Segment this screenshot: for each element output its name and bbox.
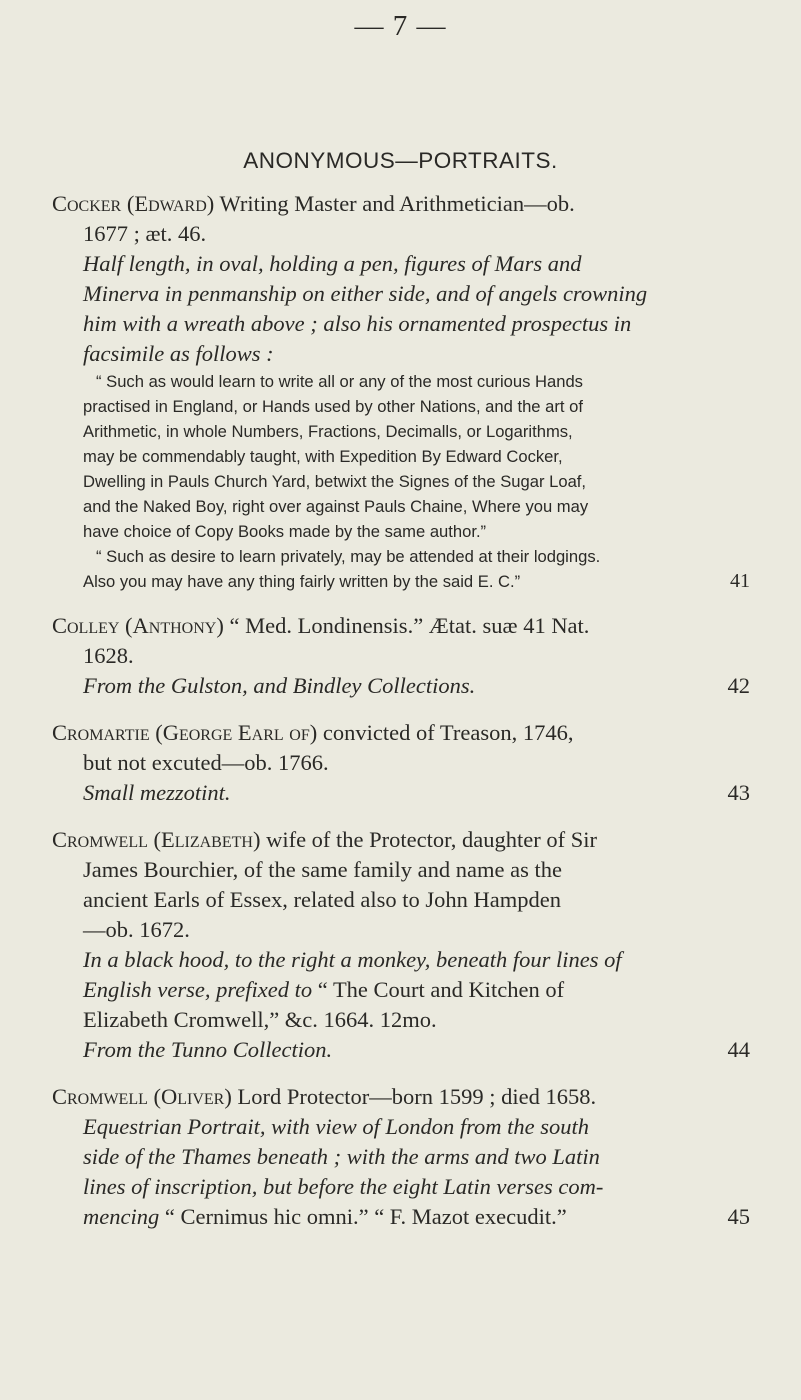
entries-list [52, 189, 750, 1232]
entry-title: Cromartie (George Earl of) convicted of Treason, 1746, [52, 720, 574, 745]
item-number: 45 [727, 1204, 750, 1229]
item-number: 42 [727, 673, 750, 698]
entry-name: Cocker (Edward) [52, 191, 215, 216]
item-number: 44 [727, 1037, 750, 1062]
entry-description: Half length, in oval, holding a pen, figures of Mars and [83, 251, 582, 276]
entry-cocker: Cocker (Edward) Writing Master and Arithmetician—ob. 1677 ; æt. 46. Half length, in oval, holding a pen, figures of Mars and Minerva in penmanship on either side, and of angels crowning him with a wreath above ; also his ornamented prospectus in facsimile as follows : “ Such as would learn to write all or any of the most curious Hands practised in England, or Hands used by other Nations, and the art of Arithmetic, in whole Numbers, Fractions, Decimalls, or Logarithms, may be commendably taught, with Expedition By Edward Cocker, Dwelling in Pauls Church Yard, betwixt the Signes of the Sugar Loaf, and the Naked Boy, right over against Pauls Chaine, Where you may have choice of Copy Books made by the same author.” “ Such as desire to learn privately, may be attended at their lodgings. Also you may have any thing fairly written by the said E. C.” 41 [52, 191, 750, 592]
item-number: 41 [730, 570, 750, 592]
entry-description: From the Gulston, and Bindley Collections. 42 [83, 671, 750, 701]
item-number: 43 [727, 780, 750, 805]
entry-title: Colley (Anthony) “ Med. Londinensis.” Ætat. suæ 41 Nat. [52, 613, 590, 638]
entry-title: Cocker (Edward) Writing Master and Arithmetician—ob. [52, 191, 575, 216]
entry-name: Cromartie (George Earl of) [52, 720, 318, 745]
entry-description: In a black hood, to the right a monkey, beneath four lines of [83, 947, 622, 972]
entry-title: Cromwell (Elizabeth) wife of the Protector, daughter of Sir [52, 827, 597, 852]
page-number: — 7 — [354, 10, 447, 42]
entry-title: Cromwell (Oliver) Lord Protector—born 1599 ; died 1658. [52, 1084, 597, 1109]
entry-name: Cromwell (Oliver) [52, 1084, 232, 1109]
entry-description: Small mezzotint. 43 [83, 778, 750, 808]
entry-cromwell-elizabeth: Cromwell (Elizabeth) wife of the Protector, daughter of Sir James Bourchier, of the same family and name as the ancient Earls of Essex, related also to John Hampden —ob. 1672. In a black hood, to the right a monkey, beneath four lines of English verse, prefixed to “ The Court and Kitchen of Elizabeth Cromwell,” &c. 1664. 12mo. From the Tunno Collection. 44 [52, 825, 750, 1065]
entry-name: Colley (Anthony) [52, 613, 224, 638]
entry-cromwell-oliver: Cromwell (Oliver) Lord Protector—born 1599 ; died 1658. Equestrian Portrait, with view of London from the south side of the Thames beneath ; with the arms and two Latin lines of inscription, but before the eight Latin verses com- mencing “ Cernimus hic omni.” “ F. Mazot execudit.” 45 [52, 1082, 750, 1232]
entry-cromartie: Cromartie (George Earl of) convicted of Treason, 1746, but not excuted—ob. 1766. Small mezzotint. 43 [52, 718, 750, 808]
entry-colley: Colley (Anthony) “ Med. Londinensis.” Ætat. suæ 41 Nat. 1628. From the Gulston, and Bindley Collections. 42 [52, 611, 750, 701]
prospectus-quote: “ Such as would learn to write all or any of the most curious Hands practised in England, or Hands used by other Nations, and the art of Arithmetic, in whole Numbers, Fractions, Decimalls, or Logarithms, may be commendably taught, with Expedition By Edward Cocker, Dwelling in Pauls Church Yard, betwixt the Signes of the Sugar Loaf, and the Naked Boy, right over against Pauls Chaine, Where you may have choice of Copy Books made by the same author.” “ Such as desire to learn privately, may be attended at their lodgings. Also you may have any thing fairly written by the said E. C.” 41 [83, 372, 750, 592]
page-heading: ANONYMOUS—PORTRAITS. [243, 148, 558, 173]
entry-name: Cromwell (Elizabeth) [52, 827, 261, 852]
entry-description: Equestrian Portrait, with view of London from the south [83, 1114, 590, 1139]
